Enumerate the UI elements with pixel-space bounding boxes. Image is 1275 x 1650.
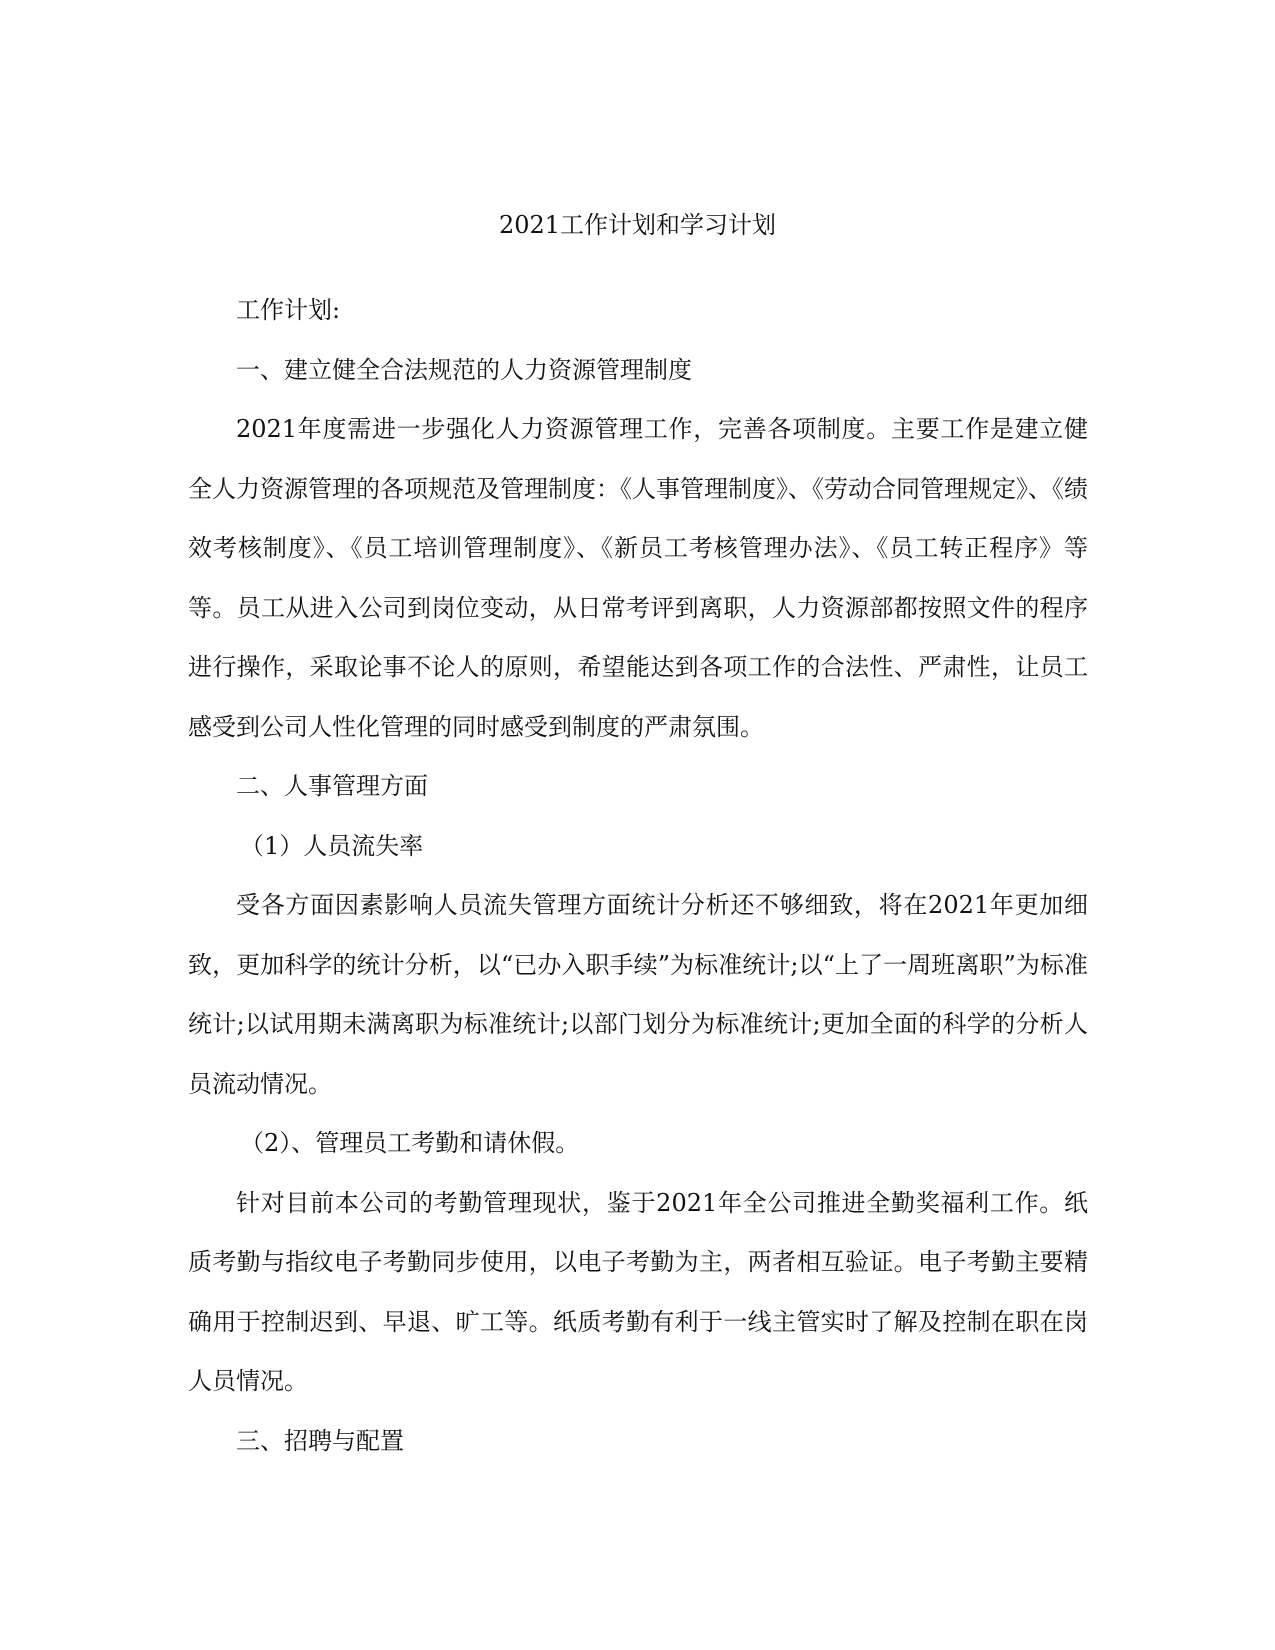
paragraph-attendance: 针对目前本公司的考勤管理现状，鉴于2021年全公司推进全勤奖福利工作。纸质考勤与指纹电子考勤同步使用，以电子考勤为主，两者相互验证。电子考勤主要精确用于控制迟到、早退、旷工等。纸质考勤有利于一线主管实时了解及控制在职在岗人员情况。 (188, 1188, 1088, 1395)
section-label-work-plan: 工作计划: (236, 296, 341, 324)
section-heading-personnel: 二、人事管理方面 (236, 772, 428, 800)
document-body (188, 281, 1088, 1471)
paragraph-turnover: 受各方面因素影响人员流失管理方面统计分析还不够细致，将在2021年更加细致，更加科学的统计分析，以“已办入职手续”为标准统计;以“上了一周班离职”为标准统计;以试用期未满离职为标准统计;以部门划分为标准统计;更加全面的科学的分析人员流动情况。 (188, 891, 1088, 1098)
document-title: 2021工作计划和学习计划 (498, 211, 777, 239)
paragraph-hr-system: 2021年度需进一步强化人力资源管理工作，完善各项制度。主要工作是建立健全人力资源管理的各项规范及管理制度：《人事管理制度》、《劳动合同管理规定》、《绩效考核制度》、《员工培训管理制度》、《新员工考核管理办法》、《员工转正程序》等等。员工从进入公司到岗位变动，从日常考评到离职，人力资源部都按照文件的程序进行操作，采取论事不论人的原则，希望能达到各项工作的合法性、严肃性，让员工感受到公司人性化管理的同时感受到制度的严肃氛围。 (188, 415, 1088, 741)
subheading-attendance: （2）、管理员工考勤和请休假。 (240, 1129, 580, 1157)
section-heading-hr-system: 一、建立健全合法规范的人力资源管理制度 (236, 355, 692, 384)
section-heading-recruitment: 三、招聘与配置 (236, 1426, 404, 1455)
subheading-turnover: （1）人员流失率 (240, 831, 424, 860)
